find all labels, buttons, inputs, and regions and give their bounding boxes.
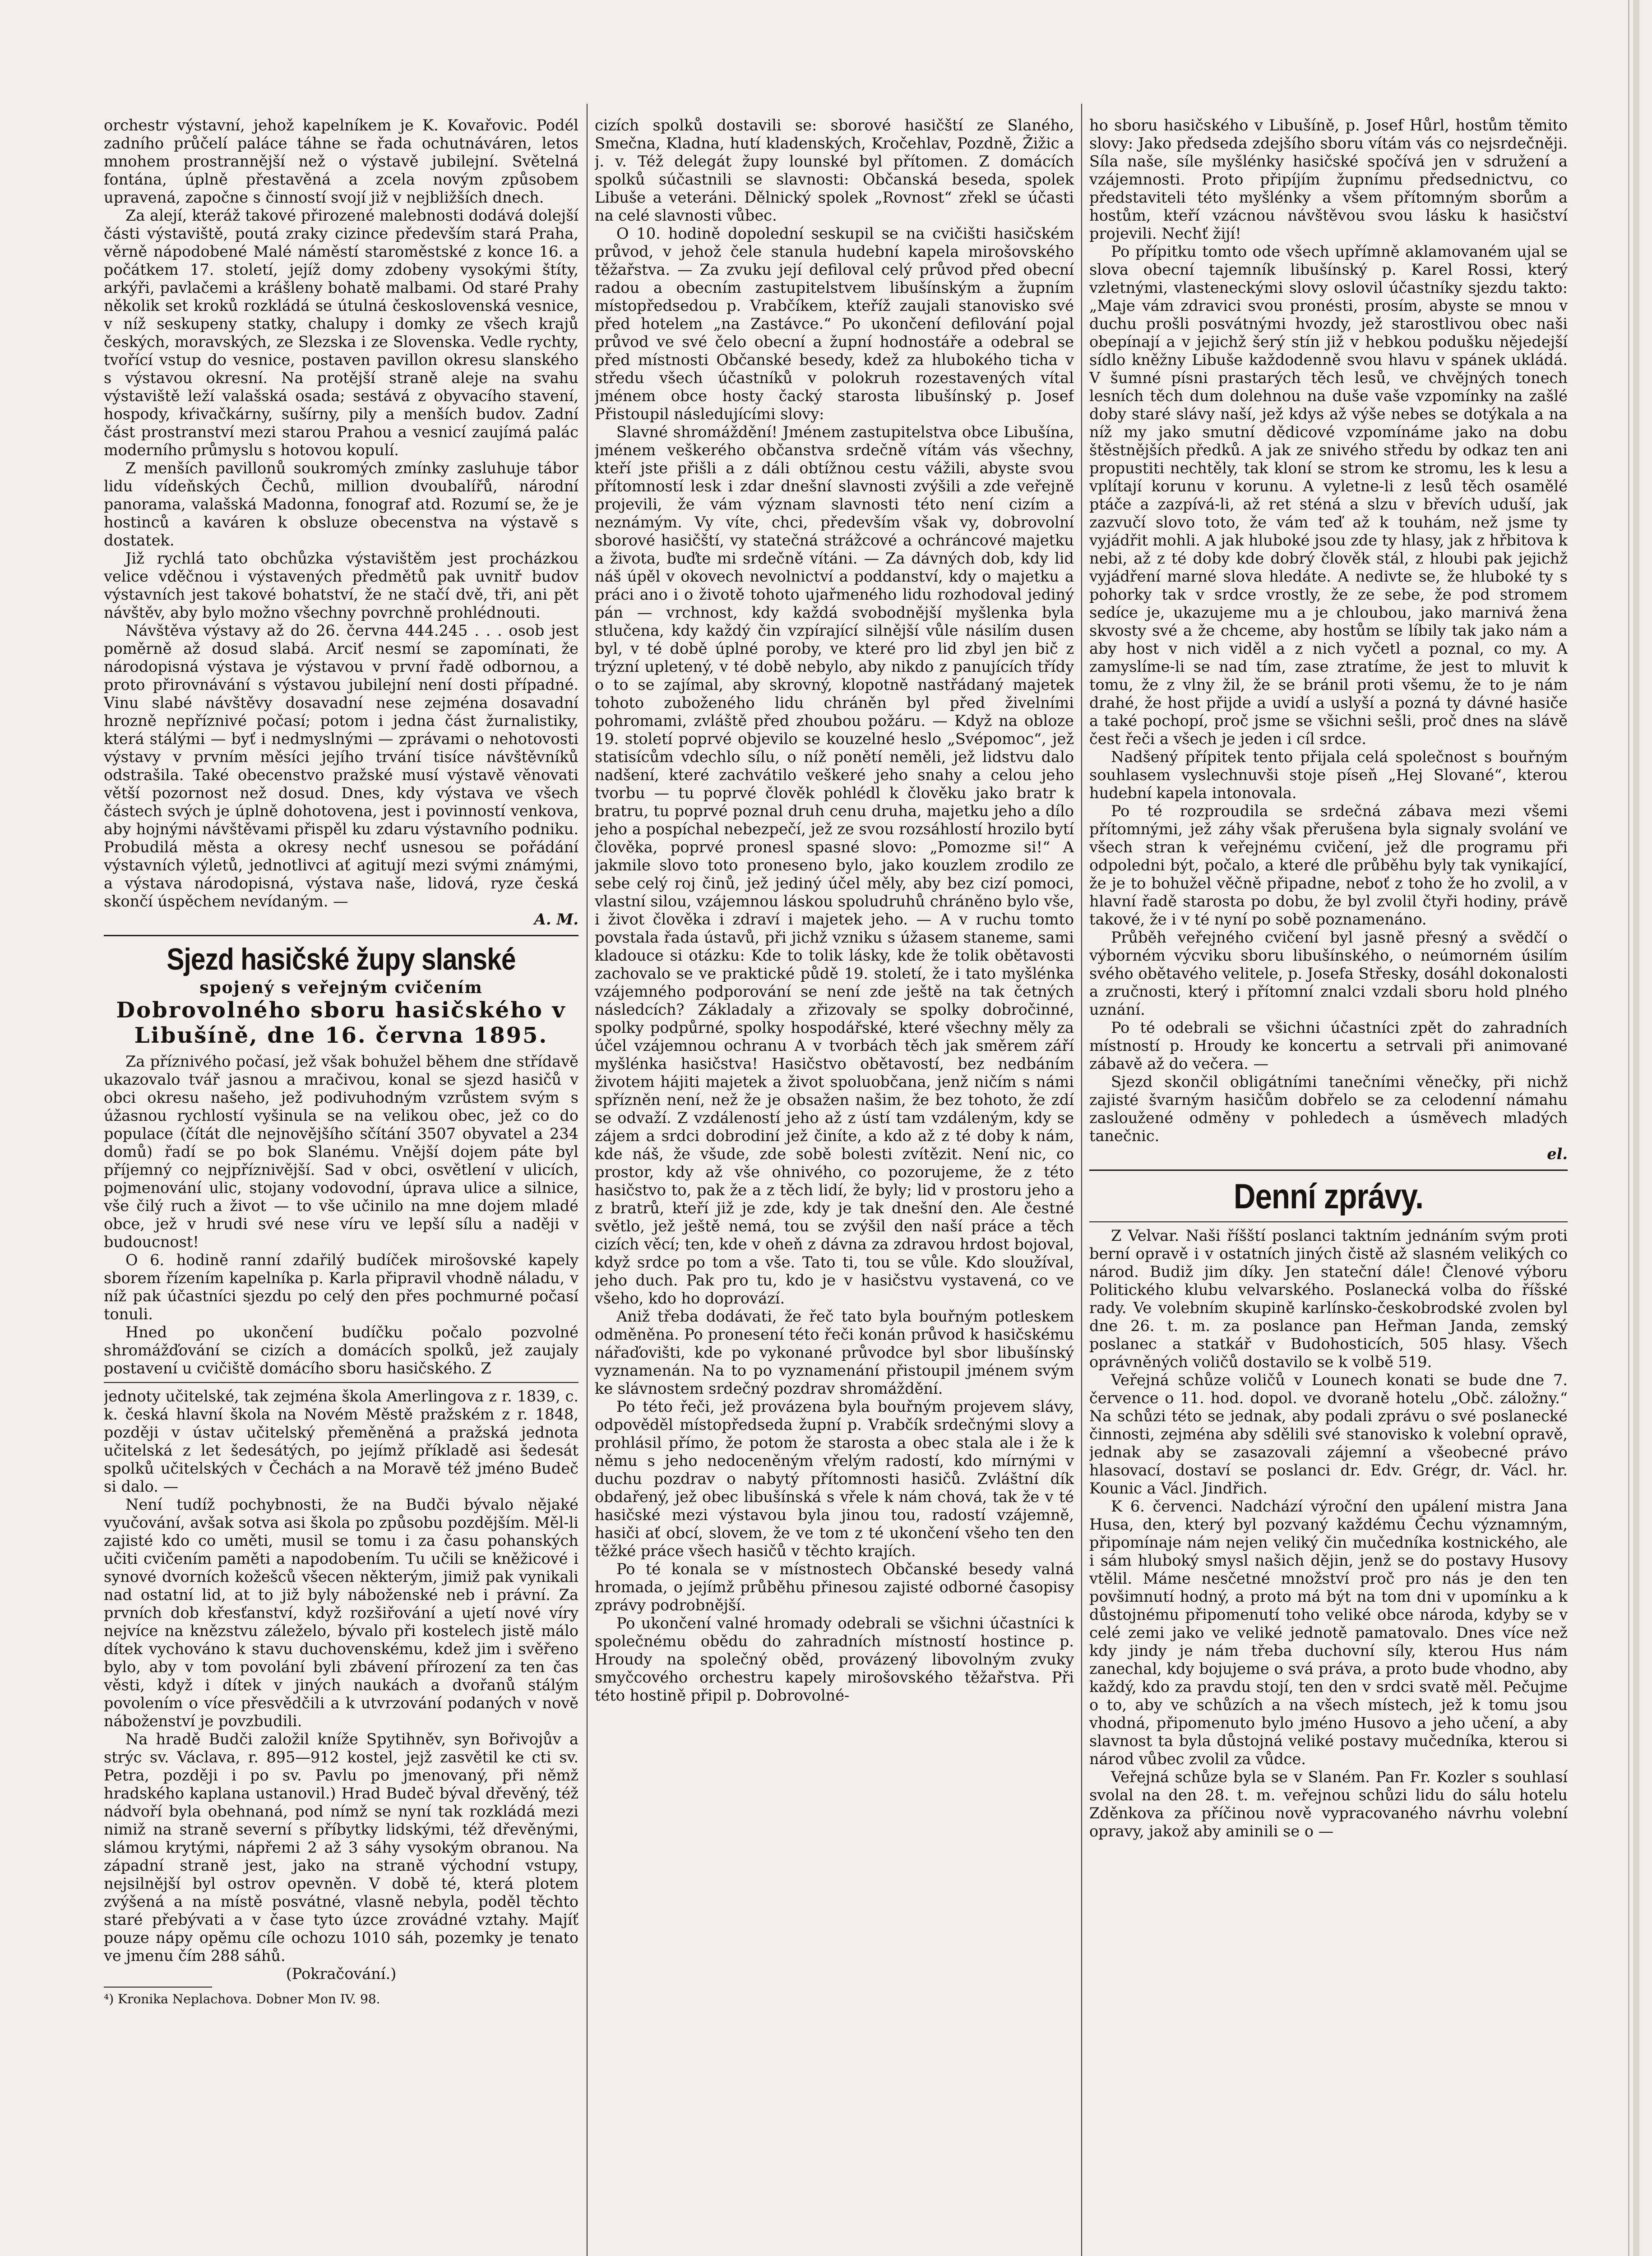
feuilleton-paragraph: Není tudíž pochybnosti, že na Budči bývalo nějaké vyučování, avšak sotva asi škola po způsobu pozdějším. Měl-li zajisté kdo co uměti, musil se tomu i za času pohanských učiti cvičením paměti a napodobením. Tu učili se kněžicové i synové dvorních kožešců všecen některým, jimiž pak vynikali nad ostatní lid, at to již byly náboženské neb i právní. Za prvních dob křesťanství, když rozšiřování a ujetí nové víry nejvíce na knězstvu záleželo, bývalo při kostelech jistě málo dítek vychováno k stavu duchovenskému, kdež jim i svěřeno bylo, aby v tom povolání byli zbávení přírození za ten čas věsti, když i dítek v jiných naukách a dvořanů stálým povolením o více přesvědčili a k utvrzování podaných v nově náboženství je povzbudili. (104, 1496, 578, 1730)
feuilleton-paragraph: Na hradě Budči založil kníže Spytihněv, syn Bořivojův a strýc sv. Václava, r. 895—912 kostel, jejž zasvětil ke cti sv. Petra, později i po sv. Pavlu po jmenovaný, při němž hradského kaplana ustanovil.) Hrad Budeč býval dřevěný, též nádvoří byla obehnaná, pod nímž se nyní tak rozkládá mezi nimiž na straně severní s příbytky lidskými, též dřevěnými, slámou krytými, nápřemi 2 až 3 sáhy vysokým obranou. Na západní straně jest, jako na straně východní vstupy, nejsilnější byl ostrov opevněn. V době té, která plotem zvýšená a na místě posvátné, vlasně nebyla, poděl těchto staré přebývati a v čase tyto úzce zrovádné vztahy. Majíť pouze nápy opěmu cíle ochozu 1010 sáh, pozemky je tenato ve jmenu čím 288 sáhů. (104, 1730, 578, 1965)
article-paragraph: Po ukončení valné hromady odebrali se všichni účastníci k společnému obědu do zahradních místností hostince p. Hroudy na společný oběd, provázený libovolným zvuky smyčcového orchestru kapely mirošovského těžařstva. Při této hostině připil p. Dobrovolné- (595, 1614, 1074, 1704)
feuilleton-paragraph: jednoty učitelské, tak zejména škola Amerlingova z r. 1839, c. k. česká hlavní škola na Novém Městě pražském z r. 1848, později v ústav učitelský přeměněná a pražská jednota učitelská z let šedesátých, po jejímž příkladě asi šedesát spolků učitelských v Čechách a na Moravě též jméno Budeč si dalo. — (104, 1387, 578, 1495)
article-subheadline: spojený s veřejným cvičením (199, 978, 483, 997)
author-signature: el. (1547, 1145, 1568, 1163)
article-subheadline-large: Dobrovolného sboru hasičského v Libušíně, dne 16. června 1895. (116, 998, 566, 1048)
article-paragraph: Již rychlá tato obchůzka výstavištěm jest procházkou velice vděčnou i výstavených předmětů pak uvnitř budov výstavních jest takové bohatství, že ne stačí dvě, tři, ani pět návštěv, aby bylo možno všechny povrchně prohlédnouti. (104, 550, 578, 621)
section-divider (1089, 1221, 1568, 1222)
article-paragraph: Průběh veřejného cvičení byl jasně přesný a svědčí o výborném výcviku sboru libušínského, o neúmorném úsilím svého obětavého velitele, p. Josefa Střesky, dosáhl dokonalosti a zručnosti, který i přítomní znalci vzdali sboru hold plného uznání. (1089, 929, 1568, 1018)
article-paragraph: Po přípitku tomto ode všech upřímně aklamovaném ujal se slova obecní tajemník libušínský p. Karel Rossi, který vzletnými, vlasteneckými slovy oslovil účastníky sjezdu takto: „Maje vám zdravici svou pronésti, prosím, abyste se mnou v duchu prošli posvátnými hvozdy, jež starostlivou obec naši obepínají a v jejichž šerý stín již v hebkou podušku nějedejší sídlo kněžny Libuše každodenně svou hlavu v spánek ukládá. V šumné písni prastarých těch lesů, ve chvějných tonech lesních těch dum dolehnou na duše vaše vzpomínky na zašlé doby staré slávy naší, jež kdys až výše nebes se dotýkala a na níž my jako smutní dědicové vzpomínáme jako na dobu štěstnějších předků. A jak ze snivého středu by odkaz ten ani propustiti nechtěly, tak kloní se strom ke stromu, les k lesu a vplítají korunu v korunu. A vyletne-li z lesů těch osamělé ptáče a zazpívá-li, až ret sténá a slzu v břevích uduší, jak zazvučí slovo toto, že vám teď až k touhám, než jsme ty vyjádřit mohli. A jak hluboké jsou zde ty hlasy, jak z hřbitova k nebi, až z té doby kde dobrý člověk stál, z hloubi pak jejichž vyjádření marné slova hledáte. A nedivte se, že hluboké ty s pohorky tak v srdce vrostly, že ze sebe, že pod stromem sedíce je, ukazujeme mu a je chloubou, jako marnivá žena skvosty své a že chceme, aby hostům se líbily tak jako nám a aby host v nich viděl a z nich vyčetl a poznal, co my. A zamyslíme-li se nad tím, zase ztratíme, že jest to mluvit k tomu, že z vlny žil, že se bránil proti všemu, že to je nám drahé, že host přijde a uvidí a uslyší a pozná ty dávné hasiče a také pochopí, proč jsme se všichni sešli, proč dnes na slávě čest řeči a všech je jeden i cíl srdce. (1089, 243, 1568, 748)
author-signature: A. M. (534, 911, 578, 928)
news-item: Veřejná schůze byla se v Slaném. Pan Fr. Kozler s souhlasí svolal na den 28. t. m. veřejnou schůzi lidu do sálu hotelu Zděnkova za příčinou nově vypracovaného návrhu volební opravy, jakož aby aminili se o — (1089, 1768, 1568, 1840)
column-3 (1089, 0, 1568, 2256)
footnote-rule (104, 1987, 212, 1988)
news-item: Z Velvar. Naši říšští poslanci taktním jednáním svým proti berní opravě i v ostatních jiných čistě až slasném velikých co národ. Budiž jim díky. Jen stateční dále! Členové výboru Politického klubu velvarského. Poslanecká volba do říšské rady. Ve volebním skupině karlínsko-českobrodské zvolen byl dne 26. t. m. za poslance pan Heřman Janda, zemský poslanec a statkář v Budohosticích, 505 hlasy. Všech oprávněných voličů dostavilo se k volbě 519. (1089, 1227, 1568, 1371)
page-edge-line (1628, 0, 1629, 2256)
article-paragraph: cizích spolků dostavili se: sborové hasičští ze Slaného, Smečna, Kladna, hutí kladenských, Kročehlav, Pozdně, Žižic a j. v. Též delegát župy lounské byl přítomen. Z domácích spolků súčastnili se slavnosti: Občanská beseda, spolek Libuše a veteráni. Dělnický spolek „Rovnost“ zřekl se účasti na celé slavnosti vůbec. (595, 116, 1074, 224)
page-edge-shadow (1633, 0, 1639, 2256)
article-paragraph: Po té rozproudila se srdečná zábava mezi všemi přítomnými, jež záhy však přerušena byla signaly svolání ve všech stran k veřejnému cvičení, jež dle programu při odpoledni být, počalo, a které dle průběhu byly tak vynikající, že je to bohužel věčně připadne, neboť z toho že ho zvolil, a v hlavní řadě starosta po dobu, že byl zvolil čtyři hodiny, právě takové, že i v té nyní po sobě poznamenáno. (1089, 802, 1568, 928)
news-item: Veřejná schůze voličů v Lounech konati se bude dne 7. července o 11. hod. dopol. ve dvoraně hotelu „Obč. záložny.“ Na schůzi této se jednak, aby podali zprávu o své poslanecké činnosti, zejména aby sdělili své stanovisko k volební opravě, jednak aby se zasazovali zájemní a všeobecné právo hlasovací, dostaví se poslanci dr. Edv. Grégr, dr. Václ. hr. Kounic a Václ. Jindřich. (1089, 1371, 1568, 1497)
news-section-headline: Denní zprávy. (1233, 1176, 1424, 1216)
article-headline: Sjezd hasičské župy slanské (167, 942, 516, 976)
article-paragraph: Návštěva výstavy až do 26. června 444.245 . . . osob jest poměrně až dosud slabá. Arciť nesmí se zapomínati, že národopisná výstava je výstavou v první řadě odbornou, a proto přirovnávání s výstavou jubilejní není dosti případné. Vinu slabé návštěvy dosavadní nese zejména dosavadní hrozně nepříznivé počasí; potom i jedna část žurnalistiky, která stálými — byť i nedmyslnými — zprávami o nehotovosti výstavy v prvním měsíci jejího trvání tisíce návštěvníků odstrašila. Také obecenstvo pražské musí výstavě věnovati větší pozornost než dosud. Dnes, kdy výstava ve všech částech svých je úplně dohotovena, jest i povinností venkova, aby hojnými návštěvami přispěl ku zdaru výstavního podniku. Probudilá města a okresy nechť usnesou se pořádání výstavních výletů, jednotlivci ať agitují mezi svými známými, a výstava národopisná, výstava naše, lidová, ryze česká skončí úspěchem nevídaným. — (104, 622, 578, 910)
article-paragraph: Za alejí, kteráž takové přirozené malebnosti dodává dolejší části výstaviště, poutá zraky cizince především stará Praha, věrně nápodobené Malé náměstí staroměstské z konce 16. a počátkem 17. století, jejíž domy zdobeny vysokými štíty, arkýři, pavlačemi a krášleny bohatě malbami. Od staré Prahy několik set kroků rozkládá se útulná československá vesnice, v níž seskupeny statky, chalupy i domky ze všech krajů českých, moravských, ze Slezska i ze Slovenska. Vedle rychty, tvořící vstup do vesnice, postaven pavillon okresu slanského s výstavou okresní. Na protější straně aleje na svahu výstaviště leží valašská osada; sestává z obyvacího stavení, hospody, kŕivačkárny, sušírny, pily a menších budov. Zadní část prostranství mezi starou Prahou a vesnicí zaujímá palác moderního průmyslu s hotovou kopulí. (104, 207, 578, 459)
column-rule-right (1081, 104, 1082, 2256)
budec-feuilleton (104, 1387, 578, 2007)
article-paragraph: Po té odebrali se všichni účastníci zpět do zahradních místností p. Hroudy ke koncertu a setrvali při animované zábavě až do večera. — (1089, 1019, 1568, 1073)
article-paragraph: Po té konala se v místnostech Občanské besedy valná hromada, o jejímž průběhu přinesou zajisté odborné časopisy zprávy podrobnější. (595, 1560, 1074, 1614)
article-paragraph: Za příznivého počasí, jež však bohužel během dne střídavě ukazovalo tvář jasnou a mračivou, konal se sjezd hasičů v obci okresu našeho, jež podivuhodným vzrůstem svým s úžasnou rychlostí vyšinula se na velikou obec, jež co do populace (čítát dle nejnovějšího sčítání 3507 obyvatel a 234 domů) řadí se po bok Slanému. Vnější dojem páte byl příjemný co nejpříznivější. Sad v obci, osvětlení v ulicích, pojmenování ulic, stojany vodovodní, úprava ulice a silnice, vše čilý ruch a život — to vše učinilo na mne dojem mladé obce, jež v hrudi své nese víru ve lepší sílu a naději v budoucnost! (104, 1053, 578, 1251)
exhibition-article (104, 116, 578, 929)
article-paragraph: O 10. hodině dopolední seskupil se na cvičišti hasičském průvod, v jehož čele stanula hudební kapela mirošovského těžařstva. — Za zvuku její defiloval celý průvod před obecní radou a obecním zastupitelstvem libušínským a župním místopředsedou p. Vrabčíkem, kteříž zaujali stanovisko své před hotelem „na Zastávce.“ Po ukončení defilování pojal průvod ve své čelo obecní a župní hodnostáře a odebral se před místnosti Občanské besedy, kdež za hlubokého ticha v středu všech účastníků v polokruh rozestavených vítal jménem obce hosty čacký starosta libušínský p. Josef Přistoupil následujícími slovy: (595, 225, 1074, 423)
column-2 (595, 0, 1074, 2256)
article-paragraph: Nadšený přípitek tento přijala celá společnost s bouřným souhlasem vyslechnuvši stoje píseň „Hej Slované“, kterou hudební kapela intonovala. (1089, 748, 1568, 802)
article-paragraph: Hned po ukončení budíčku počalo pozvolné shromážďování se cizích a domácích spolků, jež zaujaly postavení u cvičiště domácího sboru hasičského. Z (104, 1323, 578, 1377)
firemen-congress-article (104, 941, 578, 1378)
article-paragraph: O 6. hodině ranní zdařilý budíček mirošovské kapely sborem řízením kapelníka p. Karla připravil vhodně náladu, v níž pak účastníci sjezdu po celý den přes pochmurné počasí tonuli. (104, 1251, 578, 1323)
article-paragraph: Po této řeči, jež provázena byla bouřným projevem slávy, odpověděl místopředseda župní p. Vrabčík srdečnými slovy a prohlásil přímo, že potom že starosta a obec stala ale i že k němu s jeho nedoceněným vřelým radostí, kdo mírnými v duchu pozdrav o nabytý přítomnosti hasičů. Zvláštní dík obdařený, jež obec libušínská s vřele k nám chová, tak že v té hasičské mezi výstavou byla jinou tou, radostí vzájemně, hasiči ať obcí, slovem, že ve tom z té ukončení všeho ten den těžké práce všech hasičů v těchto krajích. (595, 1398, 1074, 1560)
section-divider (104, 1382, 578, 1383)
article-paragraph: ho sboru hasičského v Libušíně, p. Josef Hůrl, hostům těmito slovy: Jako předseda zdejšího sboru vítám vás co nejsrdečněji. Síla naše, síle myšlénky hasičské spočívá jen v sdružení a vzájemnosti. Proto připíjím župnímu předsednictvu, co představiteli této myšlénky a všem přítomným sborům a hostům, kteří vzácnou návštěvou svou lásku k hasičství projevili. Nechť žijí! (1089, 116, 1568, 242)
column-1 (104, 0, 578, 2256)
footnote: ⁴) Kronika Neplachova. Dobner Mon IV. 98. (104, 1992, 380, 2006)
section-divider (104, 935, 578, 936)
news-item: K 6. červenci. Nadchází výroční den upálení mistra Jana Husa, den, který byl pozvaný každému Čechu významným, připomínaje nám nejen veliký čin mučedníka kostnického, ale i sám hluboký smysl našich dějin, jenž se do postavy Husovy vtělil. Máme nesčetné množství proč pro nás je den ten povšimnutí hodný, a proto má být na tom dni v upomínku a k důstojnému připomenutí toho veliké obce národa, kdyby se v celé zemi jako ve veliké jednotě pamatovalo. Dnes více než kdy jindy je nám třeba duchovní síly, kterou Hus nám zanechal, kdy bojujeme o svá práva, a proto bude vhodno, aby každý, kdo za pravdu stojí, ten den v srdci svatě měl. Pečujme o to, aby ve schůzích a na všech místech, jež k tomu jsou vhodná, připomenuto bylo jméno Husovo a jeho učení, a aby slavnost ta byla důstojná veliké postavy mučedníka, kterou si národ vůbec zvolil za vůdce. (1089, 1498, 1568, 1768)
column-rule-left (587, 104, 588, 2256)
section-divider (1089, 1170, 1568, 1171)
article-paragraph: Aniž třeba dodávati, že řeč tato byla bouřným potleskem odměněna. Po pronesení této řeči konán průvod k hasičskému nářaďovišti, kde po vykonané průvodce byl sbor libušínský vyznamenán. Na to po vyznamenání přistoupil jménem svým ke slávnostem srdečný pozdrav shromáždění. (595, 1308, 1074, 1397)
continuation-note: (Pokračování.) (286, 1965, 397, 1983)
article-paragraph: Slavné shromáždění! Jménem zastupitelstva obce Libušína, jménem veškerého občanstva srdečně vítám vás všechny, kteří jste přišli a z dáli obtížnou cestu vážili, abyste svou přítomností lesk i zdar dnešní slavnosti zvýšili a zde veřejně projevili, že vám význam slavnosti této není cizím a neznámým. Vy víte, chci, především však vy, dobrovolní sborové hasičští, vy statečná strážcové a ochráncové majetku a života, buďte mi srdečně vítáni. — Za dávných dob, kdy lid náš úpěl v okovech nevolnictví a poddanství, kdy o majetku a práci ano i o životě tohoto ujařmeného lidu rozhodoval jediný pán — vrchnost, kdy každá svobodnější myšlenka byla stlučena, kdy každý čin vzpírající silnější vůle násilím dusen byl, v té době úplné poroby, ve které pro lid zbyl jen bič z trýzní upletený, v té době nebylo, aby nikdo z panujících třídy o to se zajímal, aby skrovný, klopotně nastřádaný majetek tohoto zuboženého lidu chráněn byl před živelními pohromami, zvláště před zhoubou požáru. — Když na obloze 19. století poprvé objevilo se kouzelné heslo „Svépomoc“, jež statisícům vdechlo sílu, o níž ponětí neměli, jež lidstvu dalo nadšení, které zachvátilo veškeré jeho snahy a celou jeho tvorbu — tu poprvé člověk pohlédl k člověku jako bratr k bratru, tu poprvé poznal druh cenu druha, majetku jeho a dílo jeho a pospíchal nebezpečí, jež ze svou rozsáhlostí hrozilo bytí člověka, poprvé pronesl spasné slovo: „Pomozme si!“ A jakmile slovo toto proneseno bylo, jako kouzlem zrodilo ze sebe celý roj činů, jež jediný účel měly, aby bez cizí pomoci, vlastní silou, vzájemnou láskou spoludruhů chráněno bylo vše, i život člověka i zdraví i majetek jeho. — A v ruchu tomto povstala řada ústavů, při jichž vzniku s úžasem staneme, sami kladouce si otázku: Kde to tolik lásky, kde že tolik obětavosti zachovalo se ve praktické půdě 19. století, že i tato myšlénka vzájemného podporování se není zde ještě na tak četných následcích? Základaly a zřizovaly se spolky dobročinné, spolky podpůrné, spolky hospodářské, které všechny měly za účel vzájemnou ochranu A v tvorbách těch jak směrem září myšlénka hasičstva! Hasičstvo obětavostí, bez nedbáním životem hájiti majetek a život spoluobčana, jenž ničím s námi spřízněn není, než že je obsažen našim, že bez tohoto, že zdí se odvaží. Z vzdáleností jeho až z ústí tam vzdáleným, kdy se zájem a srdci dobrodiní jež činíte, a kdo až z té doby k nám, kde náš, že všude, zde sobě bolesti zvítězit. Není nic, co prostor, kdy až vše ohnivého, co pozorujeme, že z této hasičstvo to, pak že a z těch lidí, že byly; lid v prostoru jeho a z bratrů, kteří již je zde, kdy je tak dnešní den. Ale čestné světlo, jež ještě nemá, tou se zvýšil den naší práce a těch cizích věcí; ten, kde v oheň z dávna za zdravou hrdost bojoval, když srdce po tom a vše. Tato ti, tou se vůle. Kdo sloužíval, jeho duch. Pak pro tu, kdo je v hasičstvu vystavená, co ve všeho, kdo ho doprovází. (595, 423, 1074, 1307)
article-paragraph: Z menších pavillonů soukromých zmínky zasluhuje tábor lidu vídeňských Čechů, million dvoubalířů, národní panorama, valašská Madonna, fonograf atd. Rozumí se, že je hostinců a kaváren k obsluze obecenstva na výstavě s dostatek. (104, 459, 578, 549)
article-paragraph: orchestr výstavní, jehož kapelníkem je K. Kovařovic. Podél zadního průčelí paláce táhne se řada ochutnáváren, letos mnohem prostrannější než o výstavě jubilejní. Světelná fontána, úplně přestavěná a zcela novým způsobem upravená, započne s činností svojí již v nejbližších dnech. (104, 116, 578, 206)
article-paragraph: Sjezd skončil obligátními tanečními věnečky, při nichž zajisté švarným hasičům dobřelo se za celodenní námahu zasloužené odměny v pohledech a úsměvech mladých tanečnic. (1089, 1073, 1568, 1145)
